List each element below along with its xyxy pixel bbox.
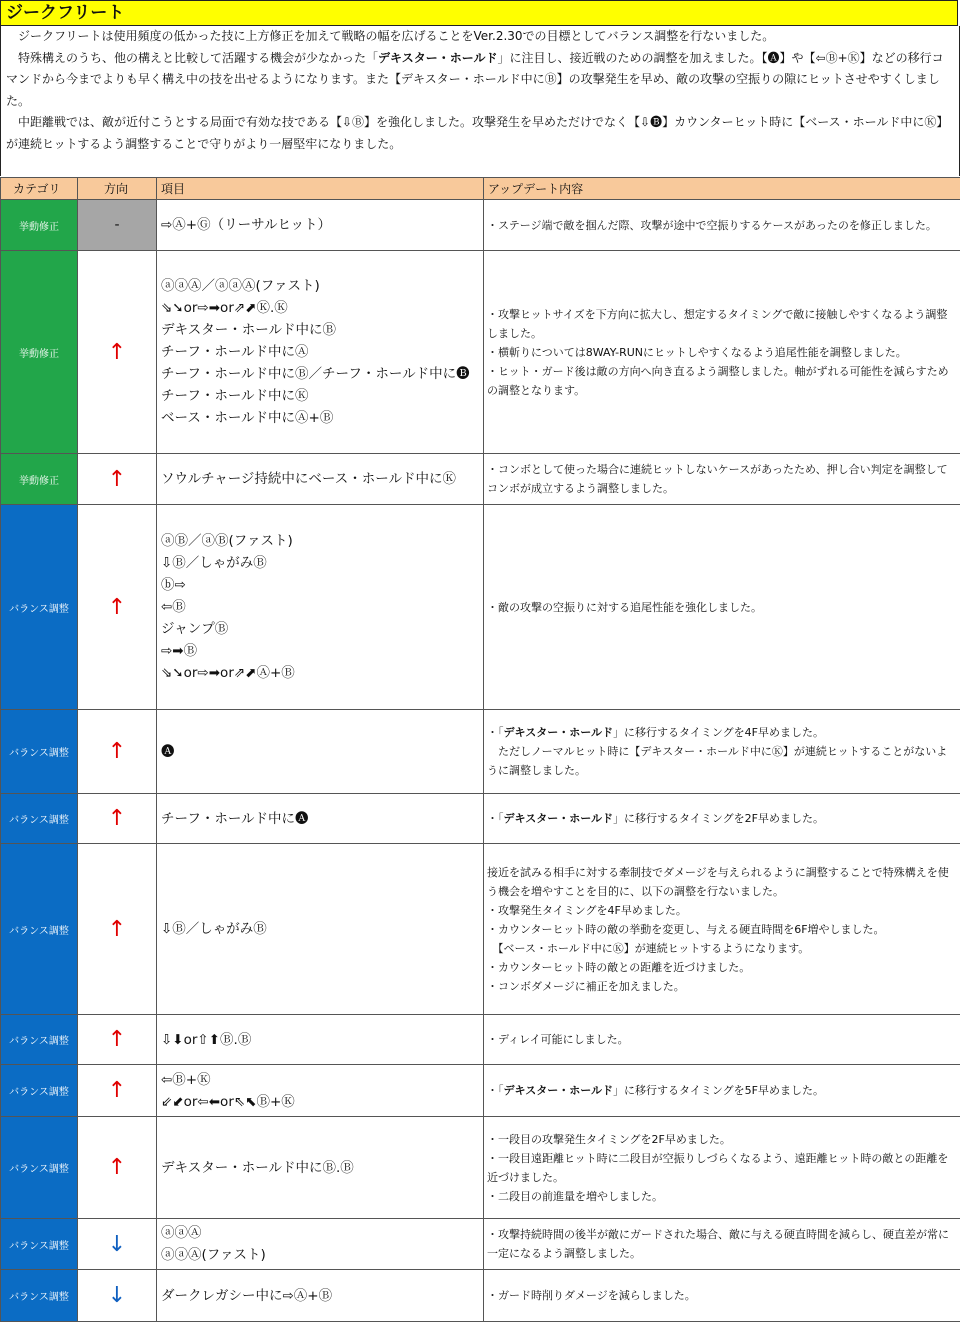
- update-line: ・一段目遠距離ヒット時に二段目が空振りしづらくなるよう、遠距離ヒット時の敵との距離を近づけました。: [487, 1149, 954, 1187]
- arrow-up-icon: ↑: [78, 454, 157, 505]
- intro-paragraph-3: 中距離戦では、敵が近付こうとする局面で有効な技である【⇩Ⓑ】を強化しました。攻撃発生を早めただけでなく【⇩🅑】カウンターヒット時に【ベース・ホールド中にⓀ】が連続ヒットするよう調整することで守りがより一層堅牢になりました。: [6, 112, 953, 155]
- update-line: ・攻撃ヒットサイズを下方向に拡大し、想定するタイミングで敵に接触しやすくなるよう調整しました。: [487, 305, 954, 343]
- update-line: ・二段目の前進量を増やしました。: [487, 1187, 954, 1206]
- item-line: ⇘➘or⇨➡or⇗⬈Ⓐ+Ⓑ: [161, 662, 482, 684]
- item-line: ⓐⓐⒶ(ファスト): [161, 1244, 482, 1266]
- header-update: アップデート内容: [484, 178, 960, 200]
- update-line: ・ステージ端で敵を掴んだ際、攻撃が途中で空振りするケースがあったのを修正しました。: [487, 216, 954, 235]
- category-cell: バランス調整: [1, 710, 78, 794]
- update-line: ・「デキスター・ホールド」に移行するタイミングを5F早めました。: [487, 1081, 954, 1100]
- category-cell: バランス調整: [1, 1117, 78, 1219]
- item-cell: [157, 1065, 484, 1117]
- update-line: 接近を試みる相手に対する牽制技でダメージを与えられるように調整することで特殊構えを使う機会を増やすことを目的に、以下の調整を行ないました。: [487, 863, 954, 901]
- category-cell: 挙動修正: [1, 454, 78, 505]
- arrow-up-icon: ↑: [78, 1065, 157, 1117]
- category-cell: バランス調整: [1, 794, 78, 844]
- item-line: ⇩Ⓑ／しゃがみⒷ: [161, 552, 482, 574]
- page-title: ジークフリート: [0, 0, 958, 26]
- update-line: ・攻撃発生タイミングを4F早めました。: [487, 901, 954, 920]
- category-cell: バランス調整: [1, 1219, 78, 1270]
- item-line: ダークレガシー中に⇨Ⓐ+Ⓑ: [161, 1285, 482, 1307]
- update-line: ・「デキスター・ホールド」に移行するタイミングを2F早めました。: [487, 809, 954, 828]
- category-cell: バランス調整: [1, 1015, 78, 1065]
- item-line: チーフ・ホールド中にⒶ: [161, 341, 482, 363]
- item-line: ⇘➘or⇨➡or⇗⬈Ⓚ.Ⓚ: [161, 297, 482, 319]
- table-row: [1, 1117, 960, 1219]
- intro-paragraph-1: ジークフリートは使用頻度の低かった技に上方修正を加えて戦略の幅を広げることをVer.2.30での目標としてバランス調整を行ないました。: [6, 26, 953, 48]
- update-line: ・カウンターヒット時の敵の挙動を変更し、与える硬直時間を6F増やしました。: [487, 920, 954, 939]
- table-row: [1, 1270, 960, 1322]
- table-header-row: [1, 178, 960, 200]
- item-cell: [157, 794, 484, 844]
- update-description-cell: [484, 1015, 960, 1065]
- table-row: [1, 1015, 960, 1065]
- update-description-cell: [484, 1270, 960, 1322]
- item-line: デキスター・ホールド中にⒷ.Ⓑ: [161, 1157, 482, 1179]
- item-line: ⓐⒷ／ⓐⒷ(ファスト): [161, 530, 482, 552]
- update-line: ・コンボとして使った場合に連続ヒットしないケースがあったため、押し合い判定を調整してコンボが成立するよう調整しました。: [487, 460, 954, 498]
- table-row: [1, 505, 960, 710]
- update-line: 【ベース・ホールド中にⓀ】が連続ヒットするようになります。: [487, 939, 954, 958]
- item-line: ⓐⓐⒶ／ⓐⓐⒶ(ファスト): [161, 275, 482, 297]
- item-cell: [157, 1219, 484, 1270]
- arrow-up-icon: ↑: [78, 251, 157, 454]
- category-cell: 挙動修正: [1, 200, 78, 251]
- table-row: [1, 1219, 960, 1270]
- update-line: ・「デキスター・ホールド」に移行するタイミングを4F早めました。: [487, 723, 954, 742]
- arrow-up-icon: ↑: [78, 844, 157, 1015]
- item-line: ⓐⓐⒶ: [161, 1222, 482, 1244]
- table-row: [1, 1065, 960, 1117]
- patch-table: [0, 177, 960, 1322]
- item-cell: [157, 454, 484, 505]
- item-line: ソウルチャージ持続中にベース・ホールド中にⓀ: [161, 468, 482, 490]
- item-line: ⇨Ⓐ+Ⓖ（リーサルヒット）: [161, 214, 482, 236]
- item-line: ⇦Ⓑ+Ⓚ: [161, 1069, 482, 1091]
- update-description-cell: [484, 844, 960, 1015]
- item-cell: [157, 1270, 484, 1322]
- update-line: ・一段目の攻撃発生タイミングを2F早めました。: [487, 1130, 954, 1149]
- item-cell: [157, 844, 484, 1015]
- item-line: ⇨➡Ⓑ: [161, 640, 482, 662]
- arrow-up-icon: ↑: [78, 1015, 157, 1065]
- item-cell: [157, 1117, 484, 1219]
- update-line: ・ディレイ可能にしました。: [487, 1030, 954, 1049]
- update-description-cell: [484, 794, 960, 844]
- item-cell: [157, 200, 484, 251]
- update-line: ・攻撃持続時間の後半が敵にガードされた場合、敵に与える硬直時間を減らし、硬直差が常に一定になるよう調整しました。: [487, 1225, 954, 1263]
- update-description-cell: [484, 1117, 960, 1219]
- item-line: チーフ・ホールド中にⒷ／チーフ・ホールド中に🅑: [161, 363, 482, 385]
- update-description-cell: [484, 251, 960, 454]
- item-line: チーフ・ホールド中に🅐: [161, 808, 482, 830]
- update-line: ・カウンターヒット時の敵との距離を近づけました。: [487, 958, 954, 977]
- item-line: ⇩Ⓑ／しゃがみⒷ: [161, 918, 482, 940]
- arrow-up-icon: ↑: [78, 710, 157, 794]
- header-item: 項目: [157, 178, 484, 200]
- header-direction: 方向: [78, 178, 157, 200]
- arrow-down-icon: ↓: [78, 1219, 157, 1270]
- intro-paragraph-2: 特殊構えのうち、他の構えと比較して活躍する機会が少なかった「デキスター・ホールド」に注目し、接近戦のための調整を加えました。【🅐】や【⇦Ⓑ+Ⓚ】などの移行コマンドから今までよりも早く構え中の技を出せるようになります。また【デキスター・ホールド中にⒷ】の攻撃発生を早め、敵の攻撃の空振りの隙にヒットさせやすくしました。: [6, 48, 953, 113]
- header-category: カテゴリ: [1, 178, 78, 200]
- table-row: [1, 200, 960, 251]
- update-description-cell: [484, 1219, 960, 1270]
- item-line: ⇩⬇or⇧⬆Ⓑ.Ⓑ: [161, 1029, 482, 1051]
- item-cell: [157, 710, 484, 794]
- update-line: ・ガード時削りダメージを減らしました。: [487, 1286, 954, 1305]
- update-line: ・コンボダメージに補正を加えました。: [487, 977, 954, 996]
- table-row: [1, 454, 960, 505]
- update-line: ただしノーマルヒット時に【デキスター・ホールド中にⓀ】が連続ヒットすることがないように調整しました。: [487, 742, 954, 780]
- table-row: [1, 794, 960, 844]
- update-line: ・ヒット・ガード後は敵の方向へ向き直るよう調整しました。軸がずれる可能性を減らすための調整となります。: [487, 362, 954, 400]
- update-description-cell: [484, 200, 960, 251]
- arrow-up-icon: ↑: [78, 505, 157, 710]
- intro-text: [0, 26, 960, 176]
- item-cell: [157, 251, 484, 454]
- item-cell: [157, 1015, 484, 1065]
- category-cell: バランス調整: [1, 1065, 78, 1117]
- category-cell: バランス調整: [1, 844, 78, 1015]
- item-line: デキスター・ホールド中にⒷ: [161, 319, 482, 341]
- item-line: チーフ・ホールド中にⓀ: [161, 385, 482, 407]
- direction-none: -: [78, 200, 157, 251]
- arrow-up-icon: ↑: [78, 794, 157, 844]
- update-line: ・敵の攻撃の空振りに対する追尾性能を強化しました。: [487, 598, 954, 617]
- table-row: [1, 844, 960, 1015]
- table-row: [1, 710, 960, 794]
- table-row: [1, 251, 960, 454]
- item-line: ⇦Ⓑ: [161, 596, 482, 618]
- update-description-cell: [484, 505, 960, 710]
- item-line: 🅐: [161, 741, 482, 763]
- arrow-up-icon: ↑: [78, 1117, 157, 1219]
- item-line: ⓑ⇨: [161, 574, 482, 596]
- item-line: ジャンプⒷ: [161, 618, 482, 640]
- update-description-cell: [484, 454, 960, 505]
- item-line: ⇙⬋or⇦⬅or⇖⬉Ⓑ+Ⓚ: [161, 1091, 482, 1113]
- update-description-cell: [484, 1065, 960, 1117]
- category-cell: バランス調整: [1, 505, 78, 710]
- update-line: ・横斬りについては8WAY-RUNにヒットしやすくなるよう追尾性能を調整しました。: [487, 343, 954, 362]
- item-line: ベース・ホールド中にⒶ+Ⓑ: [161, 407, 482, 429]
- update-description-cell: [484, 710, 960, 794]
- arrow-down-icon: ↓: [78, 1270, 157, 1322]
- category-cell: 挙動修正: [1, 251, 78, 454]
- item-cell: [157, 505, 484, 710]
- category-cell: バランス調整: [1, 1270, 78, 1322]
